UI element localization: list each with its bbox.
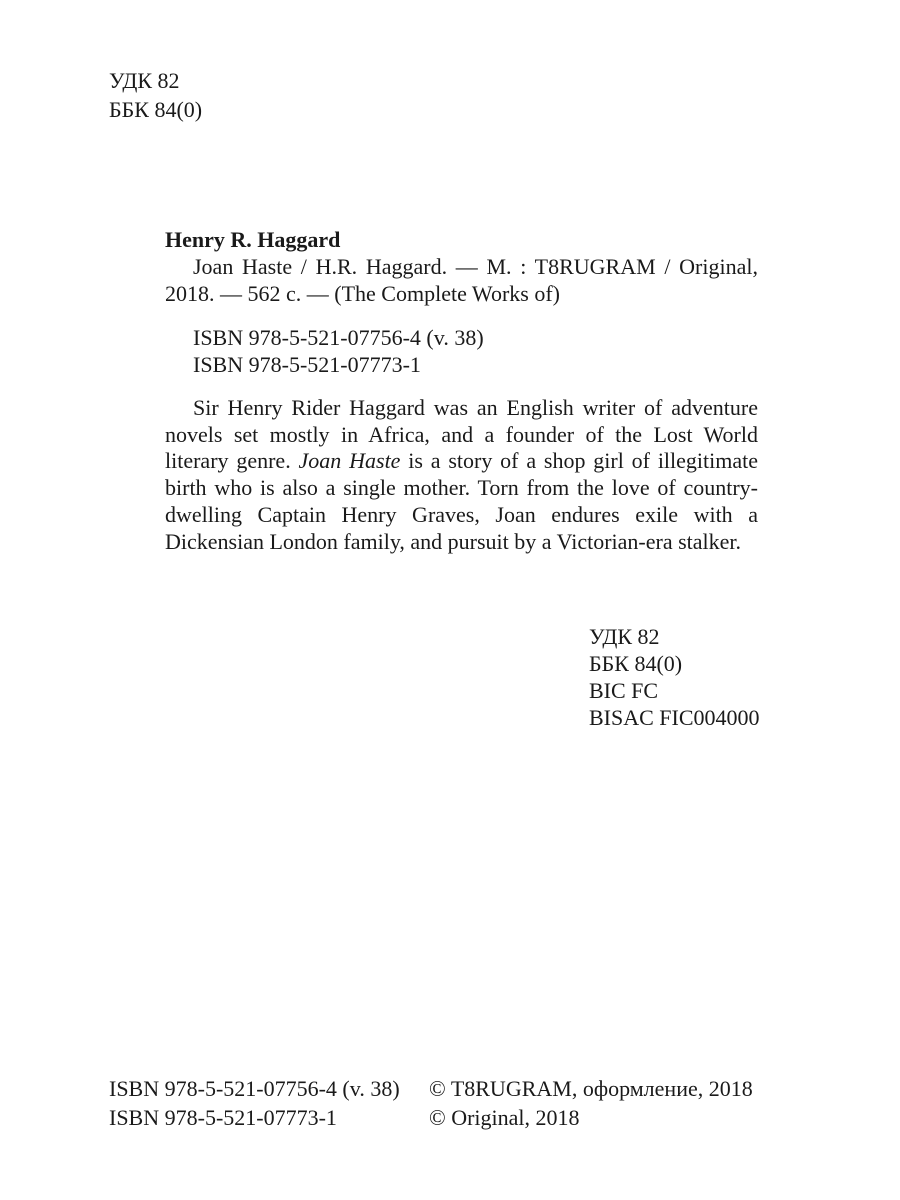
classification-codes — [589, 623, 760, 731]
bbk-code: ББК 84(0) — [589, 651, 683, 676]
top-udk-code: УДК 82 — [109, 68, 180, 93]
copyright-publisher: © T8RUGRAM, оформление, 2018 — [429, 1076, 753, 1101]
bibliographic-description: Joan Haste / H.R. Haggard. — M. : T8RUGRAM / Original, 2018. — 562 с. — (The Complete Works of) — [165, 254, 758, 306]
card-isbn-set: ISBN 978-5-521-07773-1 — [193, 352, 421, 377]
book-annotation — [165, 395, 758, 555]
annotation-text-end: is a story of a shop girl of illegitimate birth who is also a single mother. Torn from the love of country-dwelling Captain Henry Graves, Joan endures exile with a Dickensian London family, and pursuit by a Victorian-era stalker. — [165, 448, 759, 554]
top-classification-codes — [109, 66, 202, 124]
footer-isbn-volume: ISBN 978-5-521-07756-4 (v. 38) — [109, 1076, 400, 1101]
footer-isbn-set: ISBN 978-5-521-07773-1 — [109, 1105, 337, 1130]
card-isbn-list — [165, 324, 758, 378]
footer-copyright-list — [429, 1074, 753, 1132]
bisac-code: BISAC FIC004000 — [589, 705, 760, 730]
footer-isbn-list — [109, 1074, 400, 1132]
catalog-card — [165, 226, 758, 555]
card-isbn-volume: ISBN 978-5-521-07756-4 (v. 38) — [193, 325, 484, 350]
copyright-original: © Original, 2018 — [429, 1105, 580, 1130]
annotation-text-start: Sir Henry Rider Haggard was an English writer of adventure novels set mostly in Africa, and a founder of the Lost World literary genre. — [165, 395, 758, 474]
top-bbk-code: ББК 84(0) — [109, 97, 203, 122]
annotation-book-title: Joan Haste — [298, 448, 401, 474]
author-name: Henry R. Haggard — [165, 227, 341, 252]
udk-code: УДК 82 — [589, 624, 660, 649]
bic-code: BIC FC — [589, 678, 659, 703]
